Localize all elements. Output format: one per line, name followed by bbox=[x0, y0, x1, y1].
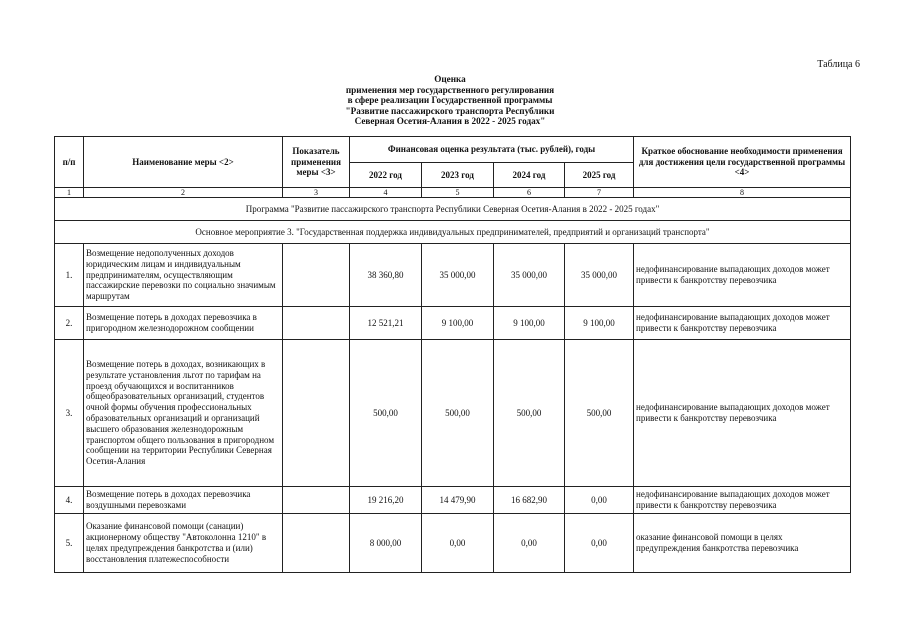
indicator-value bbox=[283, 340, 350, 487]
value-2022: 38 360,80 bbox=[350, 244, 422, 307]
document-heading bbox=[280, 74, 620, 127]
heading-line: "Развитие пассажирского транспорта Республики bbox=[345, 105, 555, 116]
measure-name: Возмещение недополученных доходов юридическим лицам и индивидуальным предпринимателям, осуществляющим пассажирские перевозки по социально значимым маршрутам bbox=[84, 244, 283, 307]
header-justification: Краткое обоснование необходимости применения для достижения цели государственной программы <4> bbox=[634, 137, 851, 188]
row-number: 4. bbox=[55, 487, 84, 514]
row-number: 2. bbox=[55, 307, 84, 340]
column-index-row bbox=[55, 188, 851, 198]
header-year-2024: 2024 год bbox=[494, 163, 565, 188]
header-indicator: Показатель применения меры <3> bbox=[283, 137, 350, 188]
value-2023: 14 479,90 bbox=[422, 487, 494, 514]
heading-line: применения мер государственного регулирования bbox=[345, 84, 555, 95]
table-number-label: Таблица 6 bbox=[817, 59, 860, 70]
row-number: 3. bbox=[55, 340, 84, 487]
value-2023: 35 000,00 bbox=[422, 244, 494, 307]
measure-name: Возмещение потерь в доходах, возникающих в результате установления льгот по тарифам на проезд обучающихся и воспитанников общеобразовательных организаций, студентов очной формы обучения профессиональных образовательных организаций и организаций высшего образования железнодорожным транспортом общего пользования в пригородном сообщении на территории Республики Северная Осетия-Алания bbox=[84, 340, 283, 487]
column-index: 4 bbox=[350, 188, 422, 198]
heading-line: Северная Осетия-Алания в 2022 - 2025 годах" bbox=[354, 116, 546, 126]
column-index: 1 bbox=[55, 188, 84, 198]
value-2023: 500,00 bbox=[422, 340, 494, 487]
table-row bbox=[55, 244, 851, 307]
table-row bbox=[55, 487, 851, 514]
activity-row bbox=[55, 221, 851, 244]
header-row bbox=[55, 137, 851, 163]
heading-line: в сфере реализации Государственной программы bbox=[347, 95, 553, 105]
activity-title: Основное мероприятие 3. "Государственная поддержка индивидуальных предпринимателей, предприятий и организаций транспорта" bbox=[55, 221, 851, 244]
value-2025: 35 000,00 bbox=[565, 244, 634, 307]
header-financial: Финансовая оценка результата (тыс. рублей), годы bbox=[350, 137, 634, 163]
measure-name: Оказание финансовой помощи (санации) акционерному обществу "Автоколонна 1210" в целях предупреждения банкротства и (или) восстановления платежеспособности bbox=[84, 514, 283, 573]
column-index: 5 bbox=[422, 188, 494, 198]
value-2023: 0,00 bbox=[422, 514, 494, 573]
value-2024: 0,00 bbox=[494, 514, 565, 573]
indicator-value bbox=[283, 244, 350, 307]
value-2024: 9 100,00 bbox=[494, 307, 565, 340]
program-title: Программа "Развитие пассажирского транспорта Республики Северная Осетия-Алания в 2022 - 2025 годах" bbox=[55, 198, 851, 221]
column-index: 3 bbox=[283, 188, 350, 198]
measure-name: Возмещение потерь в доходах перевозчика воздушными перевозками bbox=[84, 487, 283, 514]
column-index: 8 bbox=[634, 188, 851, 198]
header-no: п/п bbox=[55, 137, 84, 188]
value-2022: 12 521,21 bbox=[350, 307, 422, 340]
value-2023: 9 100,00 bbox=[422, 307, 494, 340]
row-number: 5. bbox=[55, 514, 84, 573]
indicator-value bbox=[283, 487, 350, 514]
column-index: 7 bbox=[565, 188, 634, 198]
measure-name: Возмещение потерь в доходах перевозчика в пригородном железнодорожном сообщении bbox=[84, 307, 283, 340]
measures-table bbox=[54, 136, 851, 573]
column-index: 6 bbox=[494, 188, 565, 198]
value-2022: 8 000,00 bbox=[350, 514, 422, 573]
value-2025: 0,00 bbox=[565, 487, 634, 514]
value-2025: 500,00 bbox=[565, 340, 634, 487]
value-2022: 500,00 bbox=[350, 340, 422, 487]
value-2024: 16 682,90 bbox=[494, 487, 565, 514]
value-2022: 19 216,20 bbox=[350, 487, 422, 514]
justification: оказание финансовой помощи в целях предупреждения банкротства перевозчика bbox=[634, 514, 851, 573]
justification: недофинансирование выпадающих доходов может привести к банкротству перевозчика bbox=[634, 307, 851, 340]
row-number: 1. bbox=[55, 244, 84, 307]
justification: недофинансирование выпадающих доходов может привести к банкротству перевозчика bbox=[634, 487, 851, 514]
heading-line: Оценка bbox=[434, 74, 466, 84]
header-year-2022: 2022 год bbox=[350, 163, 422, 188]
value-2024: 500,00 bbox=[494, 340, 565, 487]
value-2025: 0,00 bbox=[565, 514, 634, 573]
program-row bbox=[55, 198, 851, 221]
indicator-value bbox=[283, 307, 350, 340]
justification: недофинансирование выпадающих доходов может привести к банкротству перевозчика bbox=[634, 340, 851, 487]
table-row bbox=[55, 340, 851, 487]
header-year-2025: 2025 год bbox=[565, 163, 634, 188]
indicator-value bbox=[283, 514, 350, 573]
column-index: 2 bbox=[84, 188, 283, 198]
value-2025: 9 100,00 bbox=[565, 307, 634, 340]
value-2024: 35 000,00 bbox=[494, 244, 565, 307]
header-year-2023: 2023 год bbox=[422, 163, 494, 188]
justification: недофинансирование выпадающих доходов может привести к банкротству перевозчика bbox=[634, 244, 851, 307]
table-row bbox=[55, 514, 851, 573]
header-measure: Наименование меры <2> bbox=[84, 137, 283, 188]
table-row bbox=[55, 307, 851, 340]
